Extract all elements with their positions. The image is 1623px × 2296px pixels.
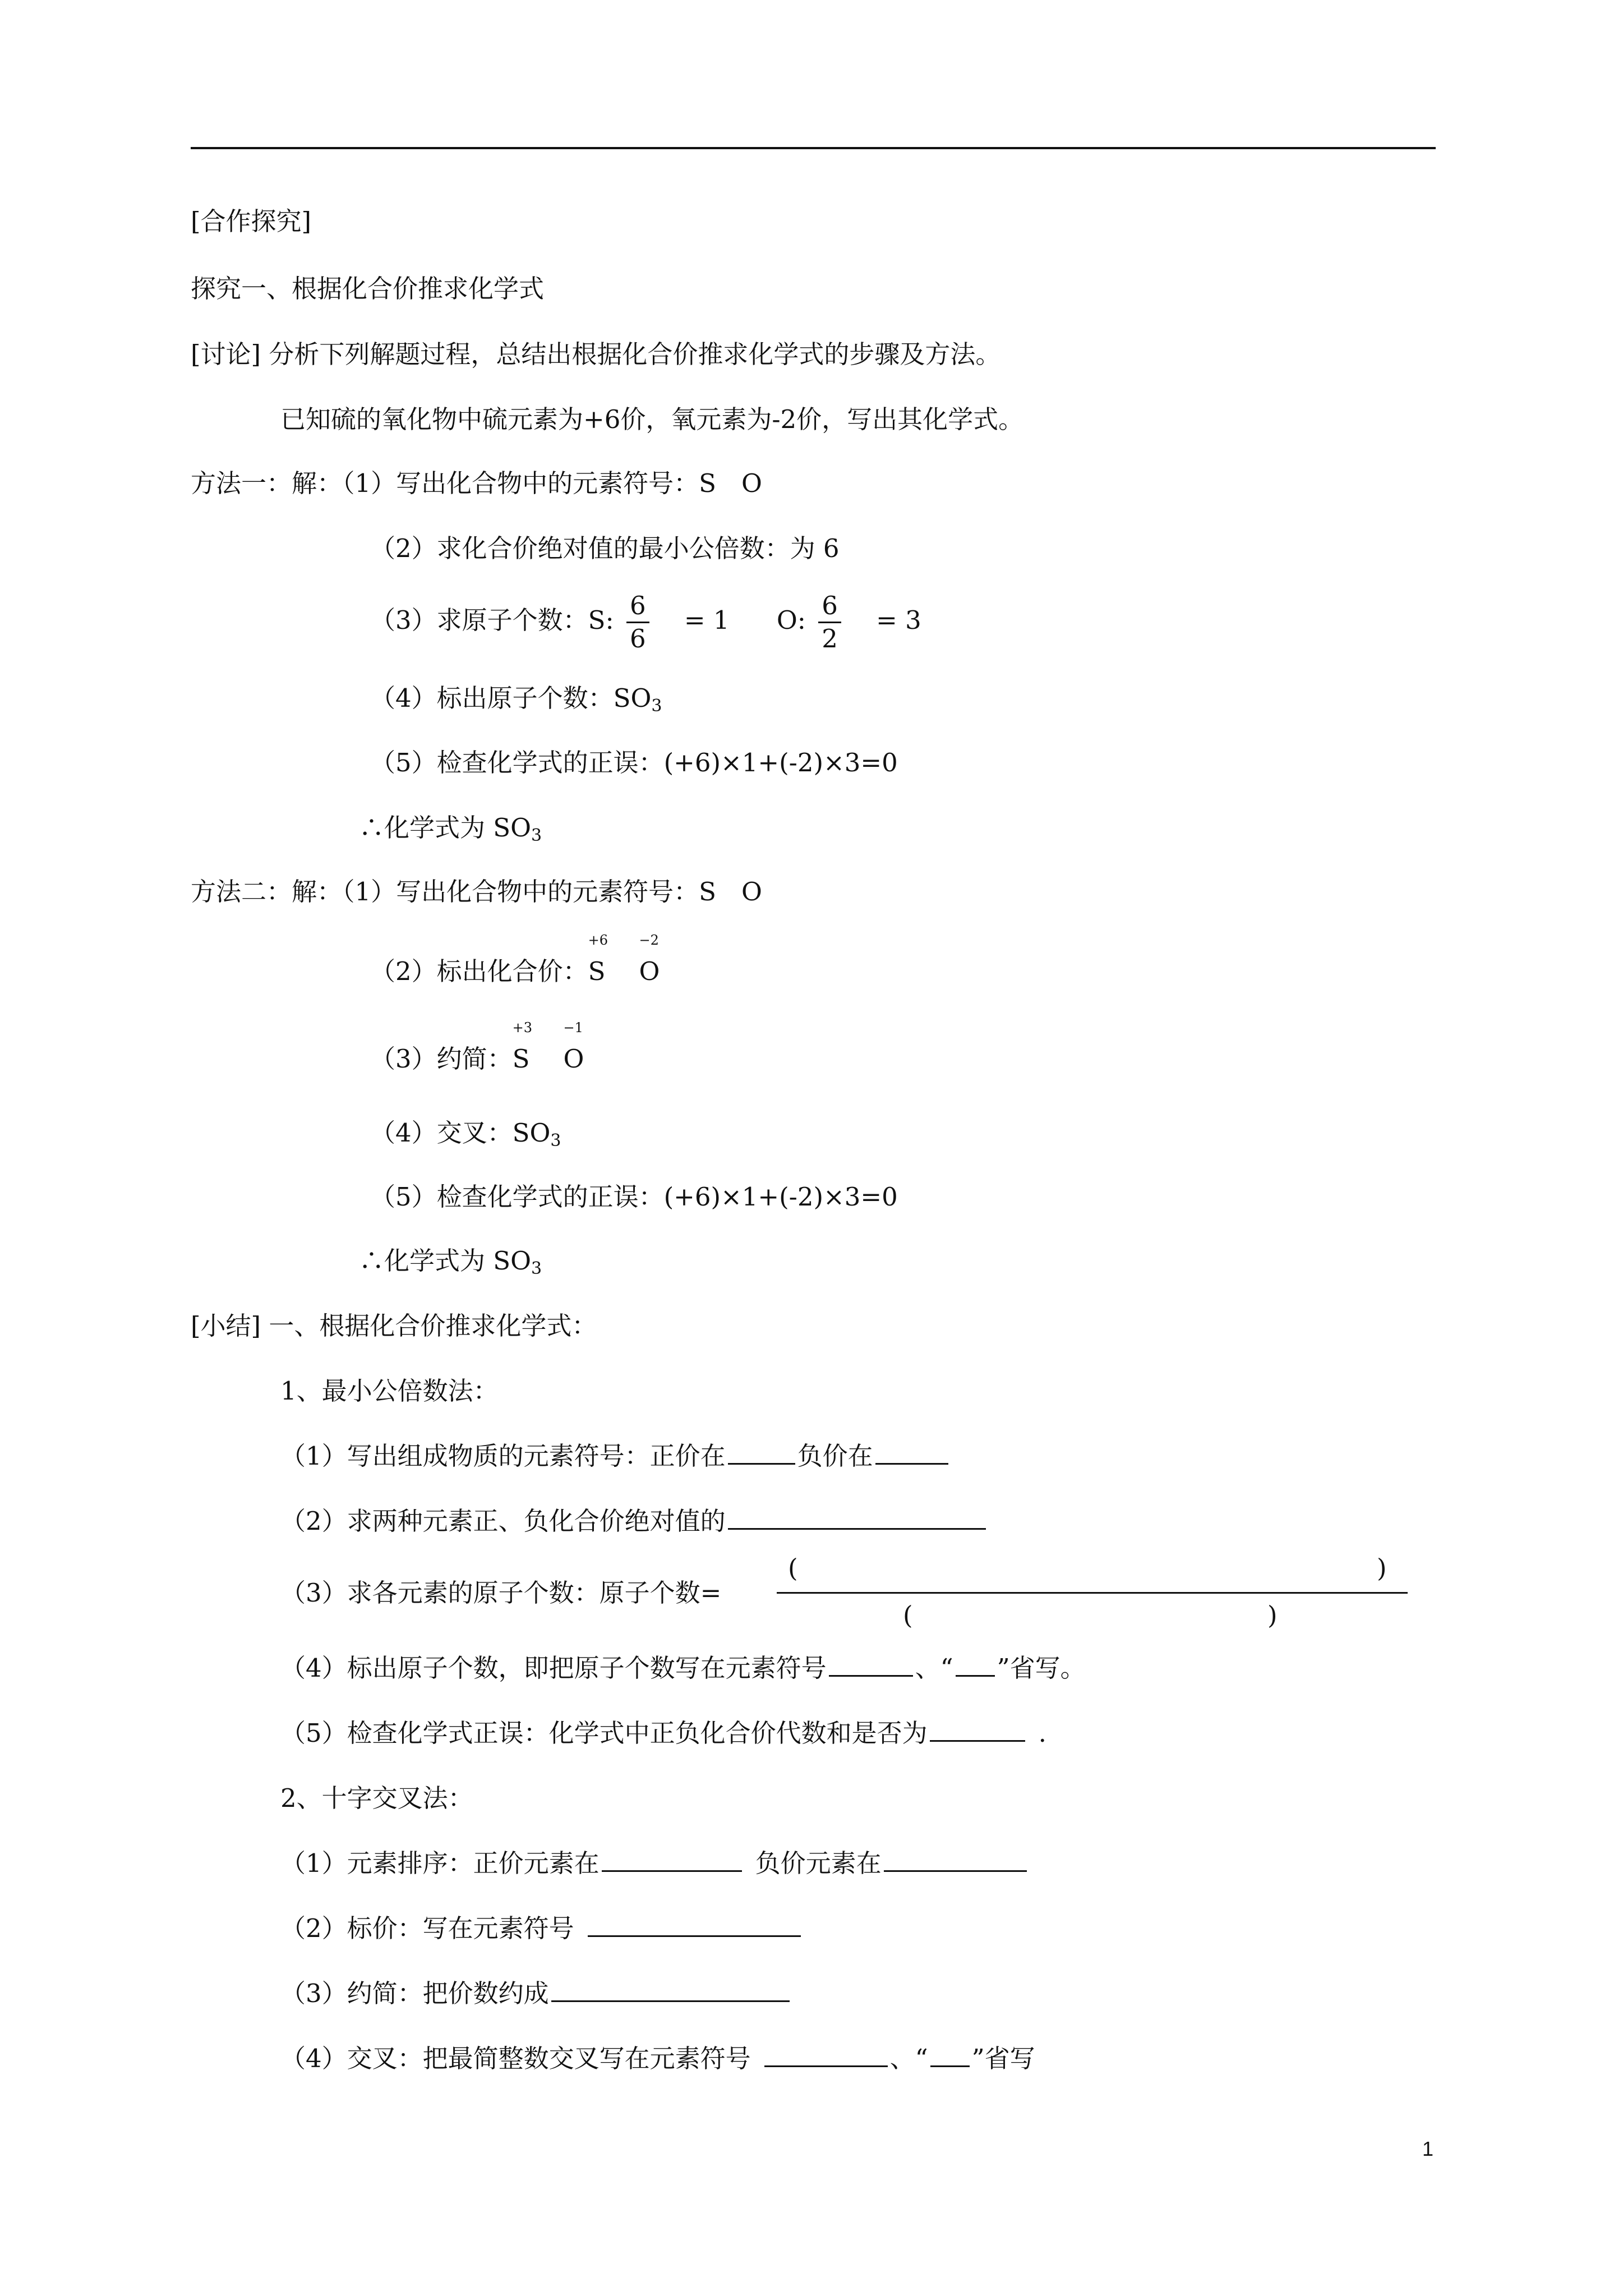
cross-step3: （3）约简：把价数约成 <box>280 1977 792 2010</box>
method2-conclusion: ∴化学式为 $SO_3$ <box>359 1246 542 1278</box>
fraction-bar <box>777 1592 1408 1594</box>
lcm-step2: （2）求两种元素正、负化合价绝对值的 <box>280 1504 988 1538</box>
section-heading: [合作探究] <box>191 206 312 236</box>
blank <box>602 1848 742 1872</box>
blank <box>930 1718 1025 1742</box>
method1-step3: （3）求原子个数：S: $\frac{6}{6}$ = 1 O: $\frac{6}{2}$ = 3 <box>370 591 921 654</box>
cross-step1: （1）元素排序：正价元素在 负价元素在 <box>280 1847 1029 1880</box>
page-number: 1 <box>1422 2137 1434 2160</box>
blank <box>728 1506 986 1530</box>
method2-step3: （3）约简：S +3 O −1 <box>370 1020 584 1074</box>
fraction-s: $\frac{6}{6}$ <box>626 590 649 655</box>
cross-step4: （4）交叉：把最简整数交叉写在元素符号 、“ ”省写 <box>280 2044 1035 2073</box>
blank <box>884 1848 1027 1872</box>
blank <box>728 1441 795 1465</box>
header-rule <box>191 147 1436 149</box>
lcm-step5: （5）检查化学式正误：化学式中正负化合价代数和是否为 . <box>280 1718 1046 1748</box>
lcm-step3: （3）求各元素的原子个数：原子个数= <box>280 1578 722 1608</box>
method2-step1: 方法二：解：（1）写出化合物中的元素符号：S O <box>191 877 762 907</box>
method2-step4: （4）交叉：$SO_3$ <box>370 1118 561 1151</box>
method1-step4: （4）标出原子个数：$SO_3$ <box>370 683 662 716</box>
method2-step2: （2）标出化合价：S +6 O −2 <box>370 932 660 986</box>
blank <box>956 1653 995 1677</box>
denominator-open-paren: ( <box>903 1600 913 1630</box>
blank <box>764 2043 888 2067</box>
blank <box>930 2043 970 2067</box>
cross-step2: （2）标价：写在元素符号 <box>280 1912 803 1945</box>
method1-step5: （5）检查化学式的正误：(+6)×1+(-2)×3=0 <box>370 748 898 777</box>
lcm-step1: （1）写出组成物质的元素符号：正价在 负价在 <box>280 1439 951 1473</box>
method1-step1: 方法一：解：（1）写出化合物中的元素符号：S O <box>191 468 762 498</box>
fraction-o: $\frac{6}{2}$ <box>818 590 841 655</box>
numerator-close-paren: ) <box>1377 1553 1387 1583</box>
lcm-title: 1、最小公倍数法： <box>280 1376 499 1406</box>
denominator-close-paren: ) <box>1267 1600 1278 1630</box>
lcm-step4: （4）标出原子个数，即把原子个数写在元素符号 、“ ”省写。 <box>280 1653 1086 1683</box>
summary-title: [小结] 一、根据化合价推求化学式： <box>191 1311 597 1341</box>
numerator-open-paren: ( <box>788 1553 798 1583</box>
method1-label: 方法一：解： <box>191 468 343 498</box>
method2-step5: （5）检查化学式的正误：(+6)×1+(-2)×3=0 <box>370 1182 898 1212</box>
cross-title: 2、十字交叉法： <box>280 1783 473 1813</box>
inquiry-title: 探究一、根据化合价推求化学式 <box>191 274 545 303</box>
method2-label: 方法二：解： <box>191 877 343 907</box>
discussion-text: [讨论] 分析下列解题过程，总结出根据化合价推求化学式的步骤及方法。 <box>191 339 1001 369</box>
method1-conclusion: ∴化学式为 $SO_3$ <box>359 813 542 845</box>
problem-text: 已知硫的氧化物中硫元素为+6价，氧元素为-2价，写出其化学式。 <box>280 404 1024 434</box>
blank <box>588 1913 801 1937</box>
method1-step2: （2）求化合价绝对值的最小公倍数：为 6 <box>370 533 840 563</box>
blank <box>551 1978 790 2002</box>
blank <box>829 1653 913 1677</box>
blank <box>875 1441 948 1465</box>
